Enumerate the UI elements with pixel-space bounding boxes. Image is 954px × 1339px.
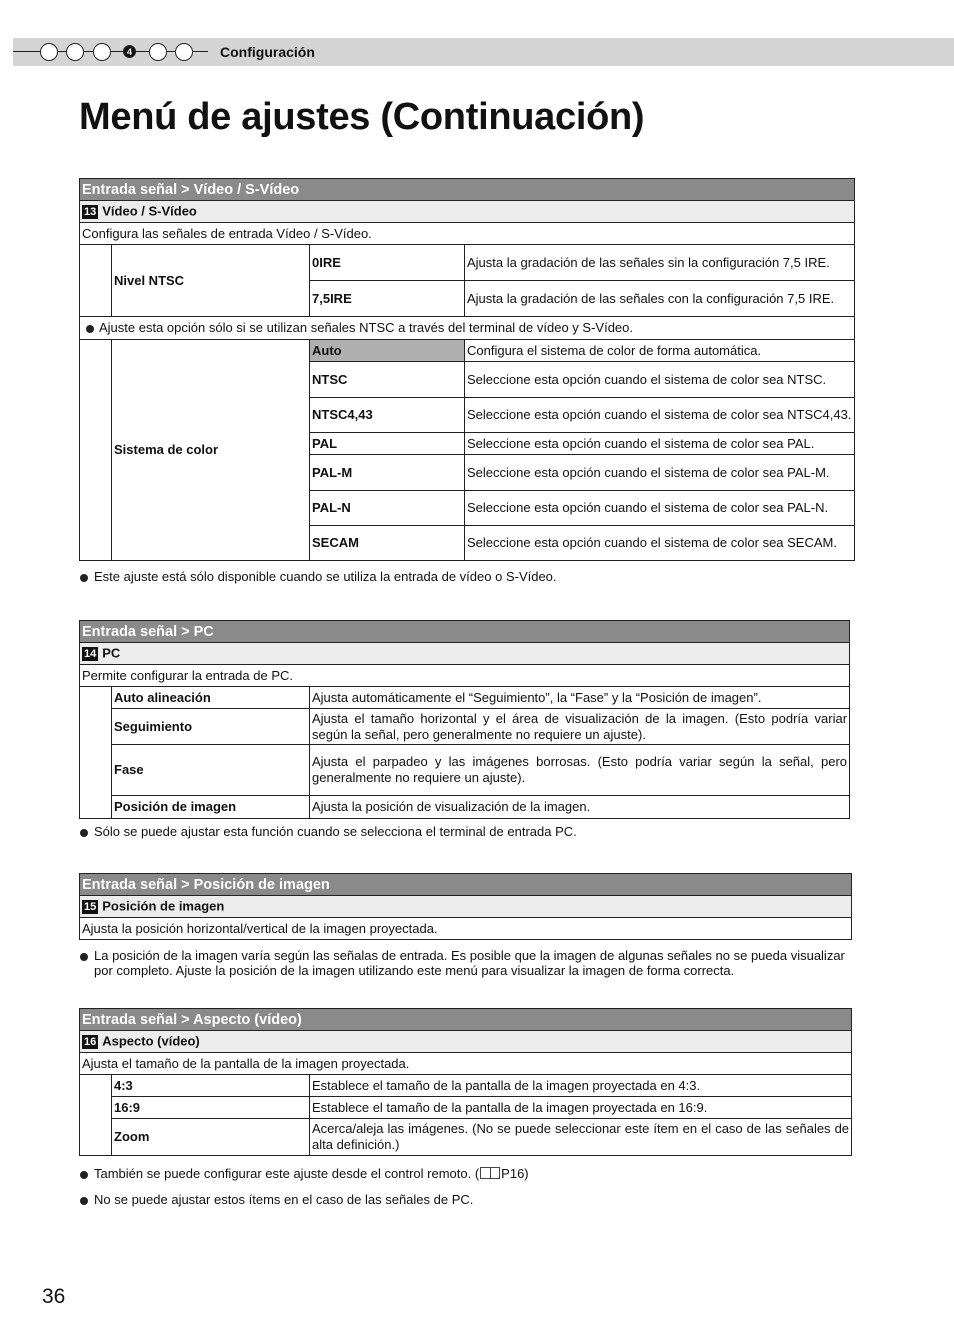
option-description: Seleccione esta opción cuando el sistema de color sea PAL-M. — [465, 455, 855, 491]
item-title: PC — [102, 645, 121, 661]
pc-note: Sólo se puede ajustar esta función cuando se selecciona el terminal de entrada PC. — [80, 824, 577, 839]
table-subheading — [80, 643, 850, 665]
video-settings-table — [79, 178, 855, 561]
option-description: Ajusta la gradación de las señales sin la configuración 7,5 IRE. — [465, 245, 855, 281]
option-description: Seleccione esta opción cuando el sistema de color sea NTSC. — [465, 362, 855, 398]
option-name-selected: Auto — [310, 340, 465, 362]
bullet-icon — [80, 1197, 88, 1205]
option-name: PAL-M — [310, 455, 465, 491]
table-note — [80, 317, 855, 340]
setting-description: Ajusta automáticamente el “Seguimiento”, la “Fase” y la “Posición de imagen”. — [310, 687, 850, 709]
table-heading: Entrada señal > Vídeo / S-Vídeo — [80, 179, 855, 201]
setting-label: Sistema de color — [112, 340, 310, 561]
chapter-circle-1 — [40, 43, 58, 61]
option-name: SECAM — [310, 526, 465, 561]
table-heading: Entrada señal > PC — [80, 621, 850, 643]
option-name: NTSC4,43 — [310, 398, 465, 433]
item-number: 13 — [84, 205, 97, 218]
setting-description: Establece el tamaño de la pantalla de la imagen proyectada en 4:3. — [310, 1075, 852, 1097]
item-title: Posición de imagen — [102, 898, 225, 914]
indent-cell — [80, 340, 112, 561]
option-description: Configura el sistema de color de forma automática. — [465, 340, 855, 362]
option-name: NTSC — [310, 362, 465, 398]
item-title: Vídeo / S-Vídeo — [102, 203, 197, 219]
item-number: 16 — [84, 1035, 97, 1048]
indent-cell — [80, 1075, 112, 1156]
setting-label: Zoom — [112, 1119, 310, 1156]
setting-description: Ajusta la posición de visualización de la imagen. — [310, 796, 850, 819]
setting-label: 16:9 — [112, 1097, 310, 1119]
option-name: 0IRE — [310, 245, 465, 281]
aspect-note-pc: No se puede ajustar estos ítems en el caso de las señales de PC. — [80, 1192, 473, 1207]
aspect-note-remote: También se puede configurar este ajuste desde el control remoto. ( P16) — [80, 1166, 529, 1181]
position-settings-table — [79, 873, 852, 940]
option-description: Seleccione esta opción cuando el sistema de color sea SECAM. — [465, 526, 855, 561]
option-name: 7,5IRE — [310, 281, 465, 317]
option-description: Seleccione esta opción cuando el sistema de color sea PAL-N. — [465, 491, 855, 526]
section-name: Configuración — [220, 44, 315, 60]
chapter-circle-active: 4 — [123, 45, 136, 58]
bullet-icon — [80, 1171, 88, 1179]
video-note: Este ajuste está sólo disponible cuando se utiliza la entrada de vídeo o S-Vídeo. — [80, 569, 557, 584]
setting-label: Auto alineación — [112, 687, 310, 709]
table-subheading — [80, 896, 852, 918]
chapter-circle-5 — [149, 43, 167, 61]
setting-label: Fase — [112, 745, 310, 796]
bullet-icon — [80, 829, 88, 837]
chapter-circle-6 — [175, 43, 193, 61]
option-description: Seleccione esta opción cuando el sistema de color sea PAL. — [465, 433, 855, 455]
item-number: 14 — [84, 647, 97, 660]
setting-label: 4:3 — [112, 1075, 310, 1097]
option-description: Ajusta la gradación de las señales con la configuración 7,5 IRE. — [465, 281, 855, 317]
option-name: PAL — [310, 433, 465, 455]
setting-description: Acerca/aleja las imágenes. (No se puede seleccionar este ítem en el caso de las señales de alta definición.) — [310, 1119, 852, 1156]
option-description: Seleccione esta opción cuando el sistema de color sea NTSC4,43. — [465, 398, 855, 433]
chapter-circle-2 — [66, 43, 84, 61]
chapter-circle-3 — [93, 43, 111, 61]
page-title: Menú de ajustes (Continuación) — [79, 96, 645, 138]
setting-label: Nivel NTSC — [112, 245, 310, 317]
chapter-bar — [13, 38, 954, 66]
table-subheading — [80, 1031, 852, 1053]
table-description: Ajusta la posición horizontal/vertical de la imagen proyectada. — [80, 918, 852, 940]
option-name: PAL-N — [310, 491, 465, 526]
item-title: Aspecto (vídeo) — [102, 1033, 200, 1049]
aspect-settings-table — [79, 1008, 852, 1156]
bullet-icon — [80, 574, 88, 582]
table-description: Permite configurar la entrada de PC. — [80, 665, 850, 687]
table-heading: Entrada señal > Posición de imagen — [80, 874, 852, 896]
book-reference-icon — [480, 1167, 500, 1179]
page-number: 36 — [42, 1285, 66, 1308]
table-description: Configura las señales de entrada Vídeo / S-Vídeo. — [80, 223, 855, 245]
setting-description: Establece el tamaño de la pantalla de la imagen proyectada en 16:9. — [310, 1097, 852, 1119]
indent-cell — [80, 245, 112, 317]
item-number: 15 — [84, 900, 97, 913]
position-note: La posición de la imagen varía según las señalas de entrada. Es posible que la imagen de algunas señales no se pueda visualizar por completo. Ajuste la posición de la imagen utilizando este menú para visualizar la imagen de forma correcta. — [80, 948, 855, 978]
table-description: Ajusta el tamaño de la pantalla de la imagen proyectada. — [80, 1053, 852, 1075]
bullet-icon — [80, 953, 88, 961]
bullet-icon — [86, 325, 94, 333]
note-text: Ajuste esta opción sólo si se utilizan señales NTSC a través del terminal de vídeo y S-Vídeo. — [99, 320, 633, 335]
setting-description: Ajusta el parpadeo y las imágenes borrosas. (Esto podría variar según la señal, pero generalmente no requiere un ajuste). — [310, 745, 850, 796]
indent-cell — [80, 687, 112, 819]
table-heading: Entrada señal > Aspecto (vídeo) — [80, 1009, 852, 1031]
setting-description: Ajusta el tamaño horizontal y el área de visualización de la imagen. (Esto podría variar según la señal, pero generalmente no requiere un ajuste). — [310, 709, 850, 745]
setting-label: Seguimiento — [112, 709, 310, 745]
table-subheading — [80, 201, 855, 223]
pc-settings-table — [79, 620, 850, 819]
setting-label: Posición de imagen — [112, 796, 310, 819]
